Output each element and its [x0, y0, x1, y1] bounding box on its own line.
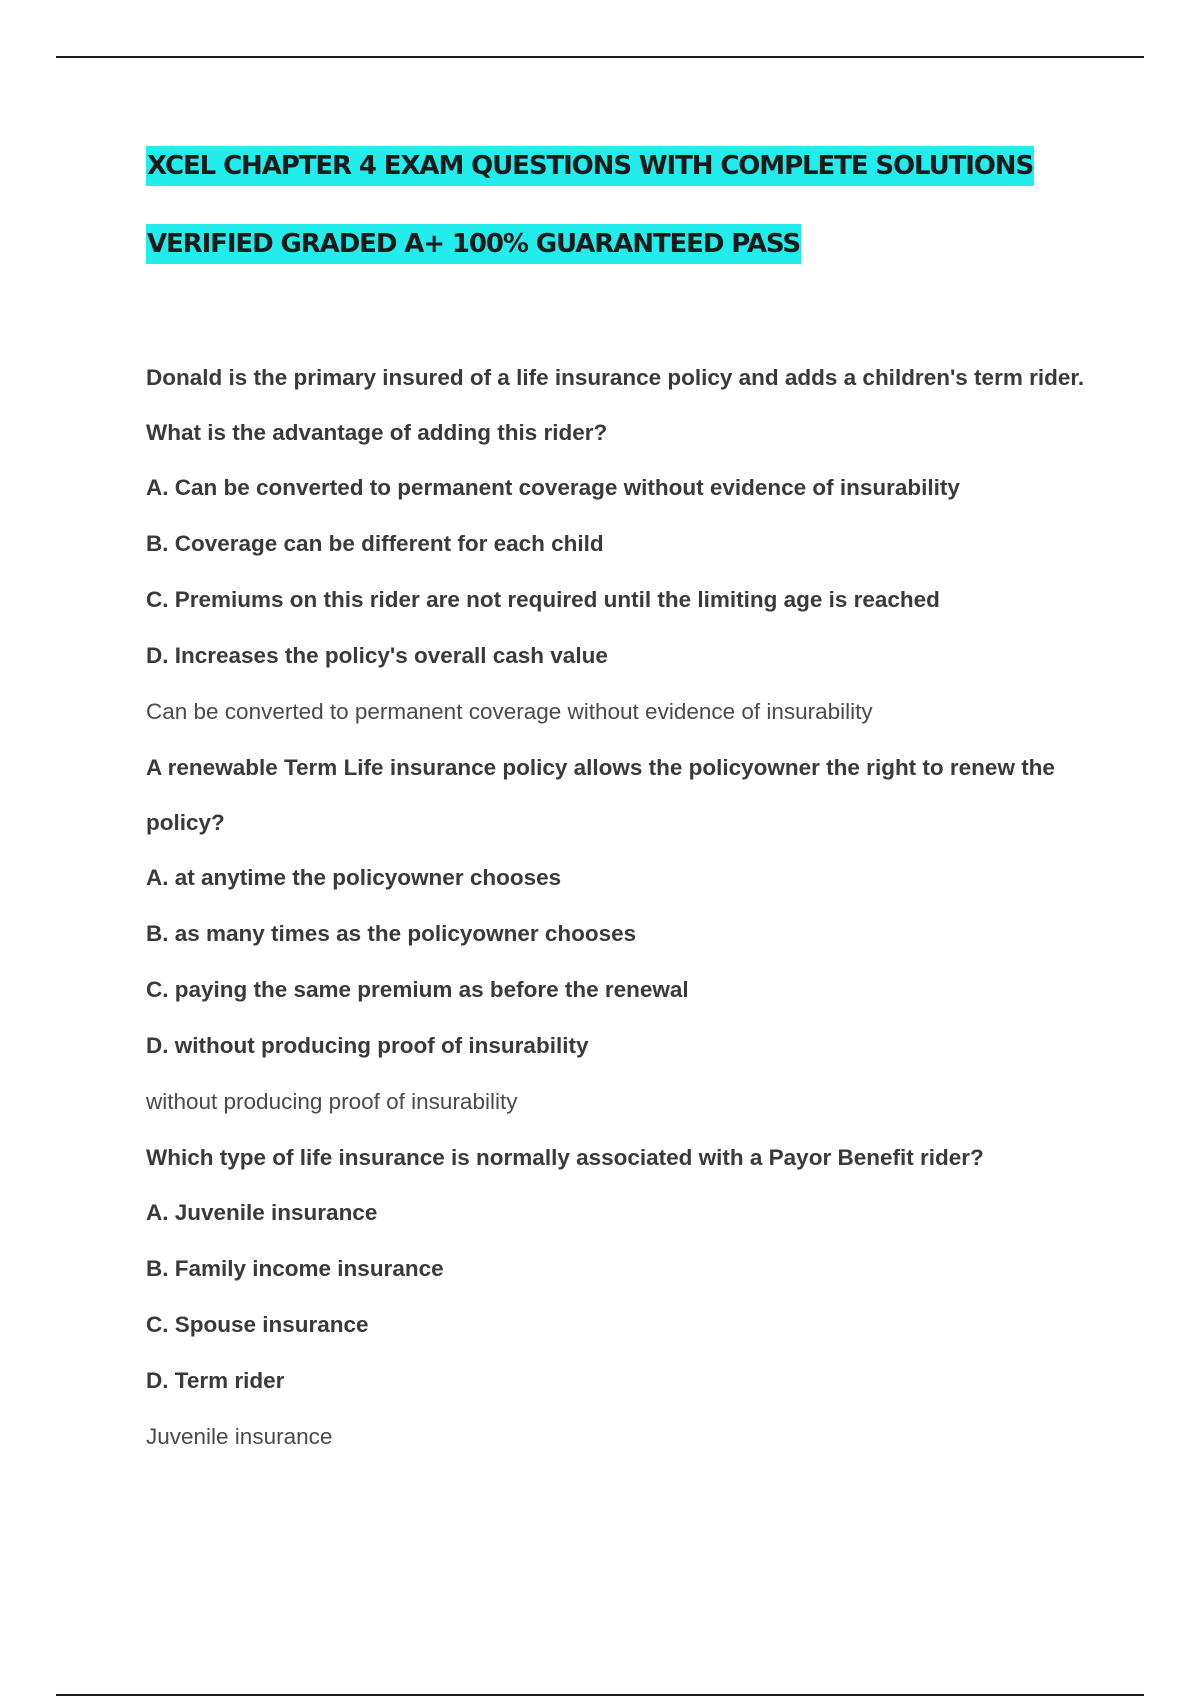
option-d: D. Increases the policy's overall cash value: [146, 643, 608, 668]
option-b: B. as many times as the policyowner chooses: [146, 921, 637, 946]
question-text: Which type of life insurance is normally associated with a Payor Benefit rider?: [146, 1145, 984, 1170]
option-c: C. paying the same premium as before the renewal: [146, 977, 689, 1002]
answer-text: Juvenile insurance: [146, 1424, 333, 1449]
question-block-2: [146, 740, 1106, 1130]
question-block-1: [146, 350, 1106, 740]
answer-text: Can be converted to permanent coverage without evidence of insurability: [146, 699, 873, 724]
option-d: D. Term rider: [146, 1368, 285, 1393]
top-rule: [56, 56, 1144, 58]
document-title-line-1: XCEL CHAPTER 4 EXAM QUESTIONS WITH COMPLETE SOLUTIONS: [146, 146, 1034, 186]
question-text: Donald is the primary insured of a life insurance policy and adds a children's term rider. What is the advantage of adding this rider?: [146, 365, 1085, 445]
option-a: A. Can be converted to permanent coverage without evidence of insurability: [146, 475, 960, 500]
question-list: [146, 350, 1106, 1465]
option-a: A. Juvenile insurance: [146, 1200, 378, 1225]
option-c: C. Premiums on this rider are not required until the limiting age is reached: [146, 587, 940, 612]
option-d: D. without producing proof of insurability: [146, 1033, 589, 1058]
question-block-3: [146, 1130, 1106, 1465]
document-title-line-2: VERIFIED GRADED A+ 100% GUARANTEED PASS: [146, 224, 801, 264]
answer-text: without producing proof of insurability: [146, 1089, 518, 1114]
option-b: B. Family income insurance: [146, 1256, 444, 1281]
option-b: B. Coverage can be different for each child: [146, 531, 604, 556]
option-c: C. Spouse insurance: [146, 1312, 369, 1337]
option-a: A. at anytime the policyowner chooses: [146, 865, 562, 890]
bottom-rule: [56, 1694, 1144, 1696]
question-text: A renewable Term Life insurance policy allows the policyowner the right to renew the policy?: [146, 755, 1055, 835]
